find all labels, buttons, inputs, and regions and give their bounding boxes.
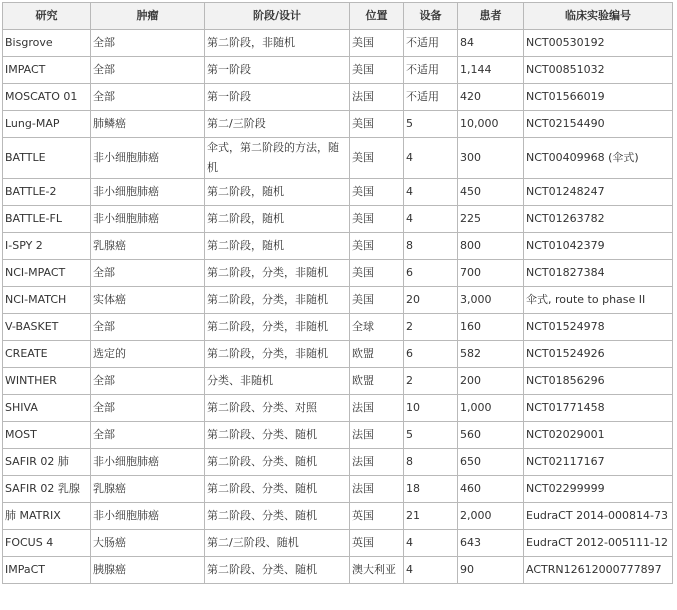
arms-cell: 不适用: [404, 57, 458, 84]
arms-cell: 8: [404, 449, 458, 476]
study-cell: MOST: [3, 422, 91, 449]
table-row: [3, 287, 673, 314]
study-cell: Lung-MAP: [3, 111, 91, 138]
table-body: [3, 30, 673, 584]
arms-cell: 5: [404, 422, 458, 449]
location-cell: 全球: [350, 314, 404, 341]
tumor-cell: 非小细胞肺癌: [91, 503, 205, 530]
location-cell: 美国: [350, 287, 404, 314]
arms-cell: 6: [404, 260, 458, 287]
location-cell: 英国: [350, 503, 404, 530]
arms-cell: 4: [404, 138, 458, 179]
phase-design-cell: 第二阶段，分类，非随机: [205, 287, 350, 314]
tumor-cell: 大肠癌: [91, 530, 205, 557]
patients-cell: 650: [458, 449, 524, 476]
patients-cell: 3,000: [458, 287, 524, 314]
phase-design-cell: 第二/三阶段: [205, 111, 350, 138]
trial-id-cell: NCT01771458: [524, 395, 673, 422]
location-cell: 英国: [350, 530, 404, 557]
table-row: [3, 368, 673, 395]
phase-design-cell: 第二阶段，分类，非随机: [205, 314, 350, 341]
location-cell: 法国: [350, 422, 404, 449]
phase-design-cell: 第二阶段，随机: [205, 179, 350, 206]
tumor-cell: 全部: [91, 30, 205, 57]
patients-cell: 700: [458, 260, 524, 287]
table-row: [3, 503, 673, 530]
trial-id-cell: NCT01856296: [524, 368, 673, 395]
column-header-tumor: 肿瘤: [91, 3, 205, 30]
table-row: [3, 530, 673, 557]
trial-id-cell: NCT01524926: [524, 341, 673, 368]
table-row: [3, 233, 673, 260]
trial-id-cell: NCT02117167: [524, 449, 673, 476]
tumor-cell: 全部: [91, 422, 205, 449]
trial-id-cell: NCT02029001: [524, 422, 673, 449]
arms-cell: 21: [404, 503, 458, 530]
trial-id-cell: NCT02154490: [524, 111, 673, 138]
study-cell: SAFIR 02 乳腺: [3, 476, 91, 503]
study-cell: V-BASKET: [3, 314, 91, 341]
column-header-arms: 设备: [404, 3, 458, 30]
arms-cell: 6: [404, 341, 458, 368]
patients-cell: 10,000: [458, 111, 524, 138]
study-cell: NCI-MATCH: [3, 287, 91, 314]
arms-cell: 5: [404, 111, 458, 138]
column-header-location: 位置: [350, 3, 404, 30]
study-cell: IMPACT: [3, 57, 91, 84]
study-cell: BATTLE-2: [3, 179, 91, 206]
phase-design-cell: 第二阶段、分类、随机: [205, 476, 350, 503]
study-cell: SAFIR 02 肺: [3, 449, 91, 476]
phase-design-cell: 伞式，第二阶段的方法，随机: [205, 138, 350, 179]
trial-id-cell: NCT01263782: [524, 206, 673, 233]
patients-cell: 643: [458, 530, 524, 557]
location-cell: 欧盟: [350, 341, 404, 368]
patients-cell: 560: [458, 422, 524, 449]
location-cell: 法国: [350, 84, 404, 111]
study-cell: 肺 MATRIX: [3, 503, 91, 530]
trial-id-cell: EudraCT 2012-005111-12: [524, 530, 673, 557]
study-cell: SHIVA: [3, 395, 91, 422]
phase-design-cell: 第二阶段，分类，非随机: [205, 260, 350, 287]
table-row: [3, 206, 673, 233]
patients-cell: 582: [458, 341, 524, 368]
tumor-cell: 选定的: [91, 341, 205, 368]
table-row: [3, 314, 673, 341]
tumor-cell: 实体癌: [91, 287, 205, 314]
arms-cell: 10: [404, 395, 458, 422]
phase-design-cell: 第二阶段、分类、随机: [205, 449, 350, 476]
tumor-cell: 全部: [91, 395, 205, 422]
location-cell: 法国: [350, 395, 404, 422]
patients-cell: 1,144: [458, 57, 524, 84]
column-header-trial-id: 临床实验编号: [524, 3, 673, 30]
phase-design-cell: 第一阶段: [205, 57, 350, 84]
table-row: [3, 449, 673, 476]
study-cell: NCI-MPACT: [3, 260, 91, 287]
location-cell: 美国: [350, 138, 404, 179]
phase-design-cell: 第二阶段、分类、随机: [205, 557, 350, 584]
arms-cell: 4: [404, 557, 458, 584]
table-row: [3, 476, 673, 503]
phase-design-cell: 第二阶段、分类、对照: [205, 395, 350, 422]
table-row: [3, 422, 673, 449]
table-row: [3, 179, 673, 206]
trial-id-cell: 伞式, route to phase II: [524, 287, 673, 314]
trial-id-cell: NCT00851032: [524, 57, 673, 84]
location-cell: 美国: [350, 260, 404, 287]
tumor-cell: 全部: [91, 368, 205, 395]
tumor-cell: 胰腺癌: [91, 557, 205, 584]
table-row: [3, 138, 673, 179]
location-cell: 美国: [350, 233, 404, 260]
study-cell: FOCUS 4: [3, 530, 91, 557]
trial-id-cell: NCT00409968 (伞式): [524, 138, 673, 179]
arms-cell: 18: [404, 476, 458, 503]
column-header-phase-design: 阶段/设计: [205, 3, 350, 30]
trial-id-cell: NCT01248247: [524, 179, 673, 206]
table-row: [3, 557, 673, 584]
patients-cell: 225: [458, 206, 524, 233]
arms-cell: 2: [404, 368, 458, 395]
table-row: [3, 84, 673, 111]
patients-cell: 200: [458, 368, 524, 395]
column-header-patients: 患者: [458, 3, 524, 30]
location-cell: 美国: [350, 111, 404, 138]
tumor-cell: 乳腺癌: [91, 233, 205, 260]
location-cell: 法国: [350, 449, 404, 476]
location-cell: 澳大利亚: [350, 557, 404, 584]
patients-cell: 460: [458, 476, 524, 503]
trial-id-cell: NCT01827384: [524, 260, 673, 287]
patients-cell: 300: [458, 138, 524, 179]
phase-design-cell: 第二阶段，非随机: [205, 30, 350, 57]
arms-cell: 4: [404, 530, 458, 557]
tumor-cell: 肺鳞癌: [91, 111, 205, 138]
study-cell: Bisgrove: [3, 30, 91, 57]
arms-cell: 4: [404, 206, 458, 233]
patients-cell: 84: [458, 30, 524, 57]
arms-cell: 4: [404, 179, 458, 206]
table-row: [3, 111, 673, 138]
study-cell: I-SPY 2: [3, 233, 91, 260]
tumor-cell: 乳腺癌: [91, 476, 205, 503]
table-header-row: [3, 3, 673, 30]
tumor-cell: 非小细胞肺癌: [91, 449, 205, 476]
tumor-cell: 非小细胞肺癌: [91, 179, 205, 206]
tumor-cell: 非小细胞肺癌: [91, 138, 205, 179]
table-row: [3, 341, 673, 368]
tumor-cell: 全部: [91, 260, 205, 287]
phase-design-cell: 第二阶段，分类，非随机: [205, 341, 350, 368]
location-cell: 法国: [350, 476, 404, 503]
tumor-cell: 全部: [91, 57, 205, 84]
patients-cell: 800: [458, 233, 524, 260]
location-cell: 美国: [350, 30, 404, 57]
table-row: [3, 57, 673, 84]
trial-id-cell: NCT01566019: [524, 84, 673, 111]
study-cell: CREATE: [3, 341, 91, 368]
phase-design-cell: 第二阶段、分类、随机: [205, 422, 350, 449]
trial-id-cell: NCT00530192: [524, 30, 673, 57]
location-cell: 美国: [350, 57, 404, 84]
table-row: [3, 260, 673, 287]
patients-cell: 450: [458, 179, 524, 206]
phase-design-cell: 第二阶段，随机: [205, 206, 350, 233]
tumor-cell: 非小细胞肺癌: [91, 206, 205, 233]
phase-design-cell: 第二阶段、分类、随机: [205, 503, 350, 530]
phase-design-cell: 第二阶段，随机: [205, 233, 350, 260]
tumor-cell: 全部: [91, 314, 205, 341]
study-cell: IMPaCT: [3, 557, 91, 584]
trial-id-cell: ACTRN12612000777897: [524, 557, 673, 584]
study-cell: MOSCATO 01: [3, 84, 91, 111]
column-header-study: 研究: [3, 3, 91, 30]
patients-cell: 1,000: [458, 395, 524, 422]
patients-cell: 160: [458, 314, 524, 341]
table-row: [3, 30, 673, 57]
study-cell: BATTLE: [3, 138, 91, 179]
tumor-cell: 全部: [91, 84, 205, 111]
patients-cell: 90: [458, 557, 524, 584]
trial-id-cell: EudraCT 2014-000814-73: [524, 503, 673, 530]
location-cell: 美国: [350, 206, 404, 233]
phase-design-cell: 分类、非随机: [205, 368, 350, 395]
table-row: [3, 395, 673, 422]
arms-cell: 不适用: [404, 84, 458, 111]
trial-id-cell: NCT01524978: [524, 314, 673, 341]
patients-cell: 2,000: [458, 503, 524, 530]
location-cell: 欧盟: [350, 368, 404, 395]
phase-design-cell: 第一阶段: [205, 84, 350, 111]
phase-design-cell: 第二/三阶段、随机: [205, 530, 350, 557]
trial-id-cell: NCT02299999: [524, 476, 673, 503]
study-cell: BATTLE-FL: [3, 206, 91, 233]
patients-cell: 420: [458, 84, 524, 111]
arms-cell: 2: [404, 314, 458, 341]
arms-cell: 20: [404, 287, 458, 314]
arms-cell: 不适用: [404, 30, 458, 57]
arms-cell: 8: [404, 233, 458, 260]
study-cell: WINTHER: [3, 368, 91, 395]
trial-id-cell: NCT01042379: [524, 233, 673, 260]
trials-table: [2, 2, 673, 584]
location-cell: 美国: [350, 179, 404, 206]
